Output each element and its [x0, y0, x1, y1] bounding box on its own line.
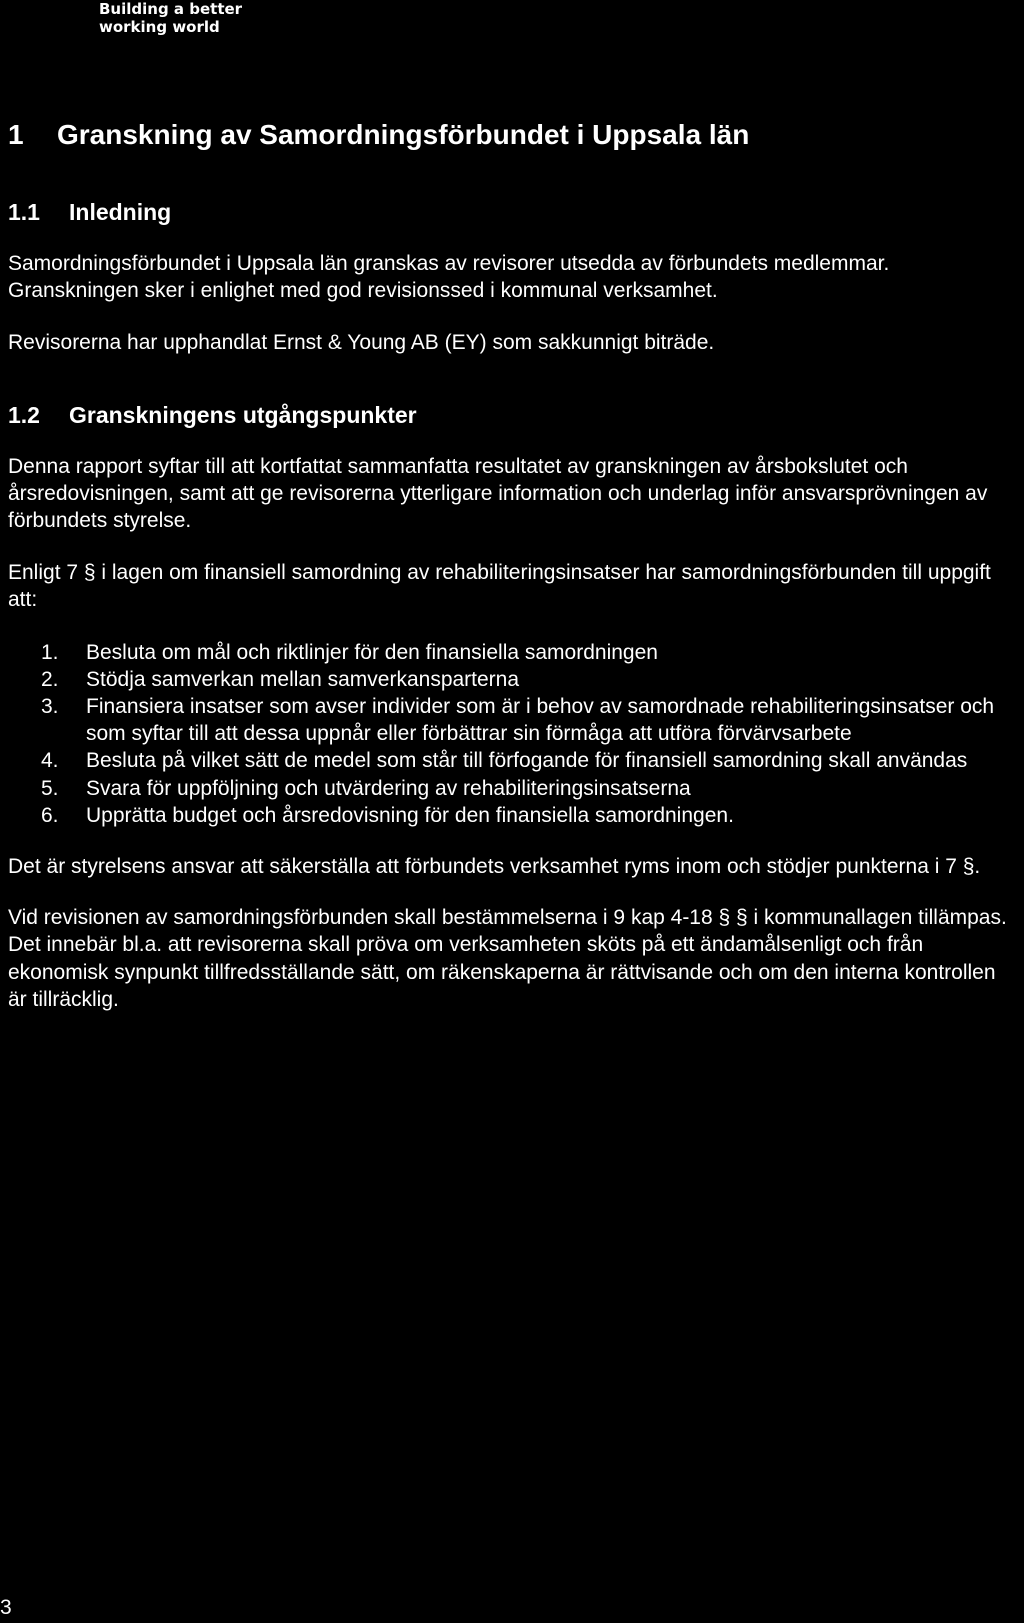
list-item-number: 1. [41, 640, 59, 664]
section-1-2-heading [8, 401, 1018, 429]
utgangspunkter-paragraph-3: Det är styrelsens ansvar att säkerställa att förbundets verksamhet ryms inom och stödjer punkterna i 7 §. [8, 855, 981, 879]
document-body [8, 118, 1018, 1013]
list-item-number: 2. [41, 667, 59, 691]
list-item [8, 775, 1016, 802]
list-item-number: 3. [41, 695, 59, 719]
list-item [8, 666, 1016, 693]
page-number: 3 [0, 1596, 12, 1619]
uppgifter-list [8, 639, 1018, 829]
list-item-number: 4. [41, 749, 59, 773]
list-item-text: Upprätta budget och årsredovisning för den finansiella samordningen. [86, 803, 734, 827]
list-item-text: Svara för uppföljning och utvärdering av rehabiliteringsinsatserna [86, 776, 691, 800]
list-item-text: Finansiera insatser som avser individer som är i behov av samordnade rehabiliteringsinsatser och som syftar till att dessa uppnår eller förbättrar sin förmåga att utföra förvärvsarbete [86, 695, 995, 746]
inledning-paragraph-1: Samordningsförbundet i Uppsala län granskas av revisorer utsedda av förbundets medlemmar. Granskningen sker i enlighet med god revisionssed i kommunal verksamhet. [8, 252, 890, 303]
section-1-2-title: Granskningens utgångspunkter [69, 401, 417, 428]
list-item-number: 5. [41, 776, 59, 800]
list-item [8, 693, 1016, 747]
tagline-line-1: Building a better [99, 0, 243, 18]
section-1-title: Granskning av Samordningsförbundet i Uppsala län [57, 119, 750, 150]
list-item-text: Besluta på vilket sätt de medel som står till förfogande för finansiell samordning skall användas [86, 749, 968, 773]
utgangspunkter-paragraph-4: Vid revisionen av samordningsförbunden skall bestämmelserna i 9 kap 4-18 § § i kommunallagen tillämpas. Det innebär bl.a. att revisorerna skall pröva om verksamheten sköts på ett ändamålsenligt och från ekonomisk synpunkt tillfredsställande sätt, om räkenskaperna är rättvisande och om den interna kontrollen är tillräcklig. [8, 906, 1007, 1011]
section-1-number: 1 [8, 119, 24, 150]
tagline-line-2: working world [99, 18, 220, 36]
list-item [8, 802, 1016, 829]
list-item [8, 639, 1016, 666]
section-1-1-title: Inledning [69, 199, 172, 225]
section-1-heading [8, 118, 1018, 152]
list-item-text: Besluta om mål och riktlinjer för den finansiella samordningen [86, 640, 658, 664]
section-1-1-heading [8, 198, 1018, 226]
section-1-2-number: 1.2 [8, 401, 40, 428]
inledning-paragraph-2: Revisorerna har upphandlat Ernst & Young AB (EY) som sakkunnigt biträde. [8, 331, 715, 355]
utgangspunkter-paragraph-2: Enligt 7 § i lagen om finansiell samordning av rehabiliteringsinsatser har samordningsförbunden till uppgift att: [8, 561, 991, 612]
tagline [99, 0, 242, 36]
utgangspunkter-paragraph-1: Denna rapport syftar till att kortfattat sammanfatta resultatet av granskningen av årsbokslutet och årsredovisningen, samt att ge revisorerna ytterligare information och underlag inför ansvarsprövningen av förbundets styrelse. [8, 454, 988, 533]
section-1-1-number: 1.1 [8, 199, 40, 225]
list-item-number: 6. [41, 803, 59, 827]
list-item-text: Stödja samverkan mellan samverkansparterna [86, 667, 520, 691]
list-item [8, 747, 1016, 774]
